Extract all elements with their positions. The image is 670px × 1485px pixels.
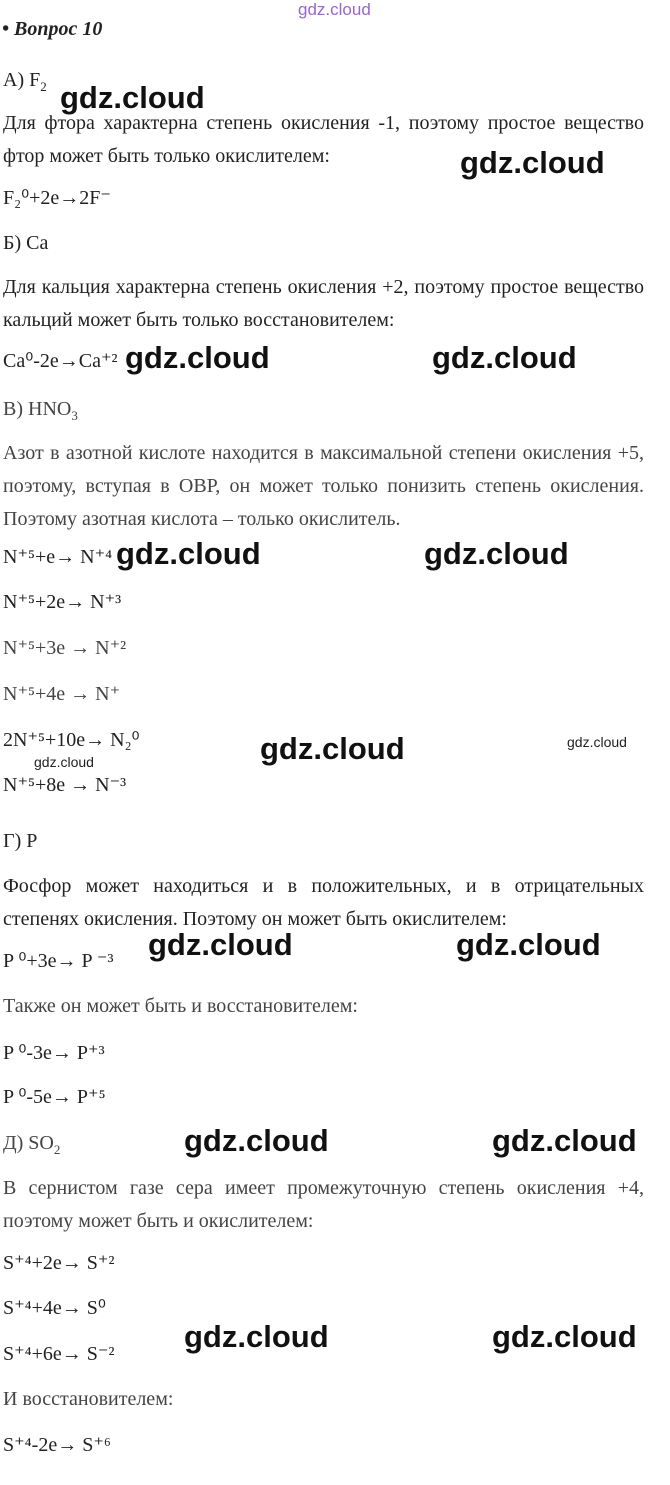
watermark-3: gdz.cloud: [125, 340, 270, 375]
section-v-eq5: 2N⁺⁵+10e→ N₂⁰: [3, 729, 140, 751]
section-d-eq2: S⁺⁴+4e→ S⁰: [3, 1297, 106, 1319]
section-v-label: В) $HNO_3$: [3, 398, 78, 423]
watermark-9: gdz.cloud: [456, 927, 601, 962]
section-b-label: Б) Ca: [3, 232, 49, 254]
section-v-eq1: N⁺⁵+e→ N⁺⁴: [3, 546, 113, 568]
watermark-13: gdz.cloud: [492, 1319, 637, 1354]
section-g-text2: Также он может быть и восстановителем:: [3, 995, 358, 1017]
watermark-11: gdz.cloud: [492, 1123, 637, 1158]
watermark-small-1: gdz.cloud: [567, 734, 627, 750]
section-a-text: Для фтора характерна степень окисления -1, поэтому простое вещество фтор может быть только окислителем:: [3, 112, 644, 167]
section-g-text: Фосфор может находиться и в положительных, и в отрицательных степенях окисления. Поэтому он может быть окислителем:: [3, 875, 644, 930]
section-d-label: Д) $SO_2$: [3, 1132, 61, 1157]
section-v-eq2: N⁺⁵+2e→ N⁺³: [3, 591, 122, 613]
watermark-1: gdz.cloud: [60, 80, 205, 115]
section-v-text: Азот в азотной кислоте находится в максимальной степени окисления +5, поэтому, вступая в ОВР, он может только понизить степень окисления. Поэтому азотная кислота – только окислитель.: [3, 442, 644, 530]
section-d-text: В сернистом газе сера имеет промежуточную степень окисления +4, поэтому может быть и окислителем:: [3, 1177, 644, 1232]
watermark-2: gdz.cloud: [460, 145, 605, 180]
section-b-text: Для кальция характерна степень окисления +2, поэтому простое вещество кальций может быть только восстановителем:: [3, 276, 644, 331]
section-v-eq4: N⁺⁵+4e → N⁺: [3, 683, 121, 705]
section-g-label: Г) P: [3, 830, 38, 852]
section-d-eq4: S⁺⁴-2e→ S⁺⁶: [3, 1434, 111, 1456]
section-d-eq3: S⁺⁴+6e→ S⁻²: [3, 1343, 115, 1365]
section-a-label: А) $F_2$: [3, 69, 47, 94]
section-d-eq1: S⁺⁴+2e→ S⁺²: [3, 1252, 115, 1274]
watermark-4: gdz.cloud: [432, 340, 577, 375]
watermark-12: gdz.cloud: [184, 1319, 329, 1354]
watermark-5: gdz.cloud: [116, 536, 261, 571]
watermark-top: gdz.cloud: [298, 0, 371, 19]
watermark-small-2: gdz.cloud: [34, 754, 94, 770]
section-g-eq2: P ⁰-3e→ P⁺³: [3, 1042, 105, 1064]
watermark-8: gdz.cloud: [148, 927, 293, 962]
section-d-text2: И восстановителем:: [3, 1388, 174, 1410]
watermark-6: gdz.cloud: [424, 536, 569, 571]
section-b-eq1: Ca⁰-2e→Ca⁺²: [3, 350, 118, 372]
section-v-eq3: N⁺⁵+3e → N⁺²: [3, 637, 127, 659]
section-g-eq3: P ⁰-5e→ P⁺⁵: [3, 1086, 106, 1108]
watermark-10: gdz.cloud: [184, 1123, 329, 1158]
question-heading: • Вопрос 10: [2, 18, 103, 40]
watermark-7: gdz.cloud: [260, 731, 405, 766]
section-v-eq6: N⁺⁵+8e → N⁻³: [3, 774, 127, 796]
section-g-eq1: P ⁰+3e→ P ⁻³: [3, 950, 114, 972]
section-a-eq1: F₂⁰+2e→2F⁻: [3, 187, 111, 209]
